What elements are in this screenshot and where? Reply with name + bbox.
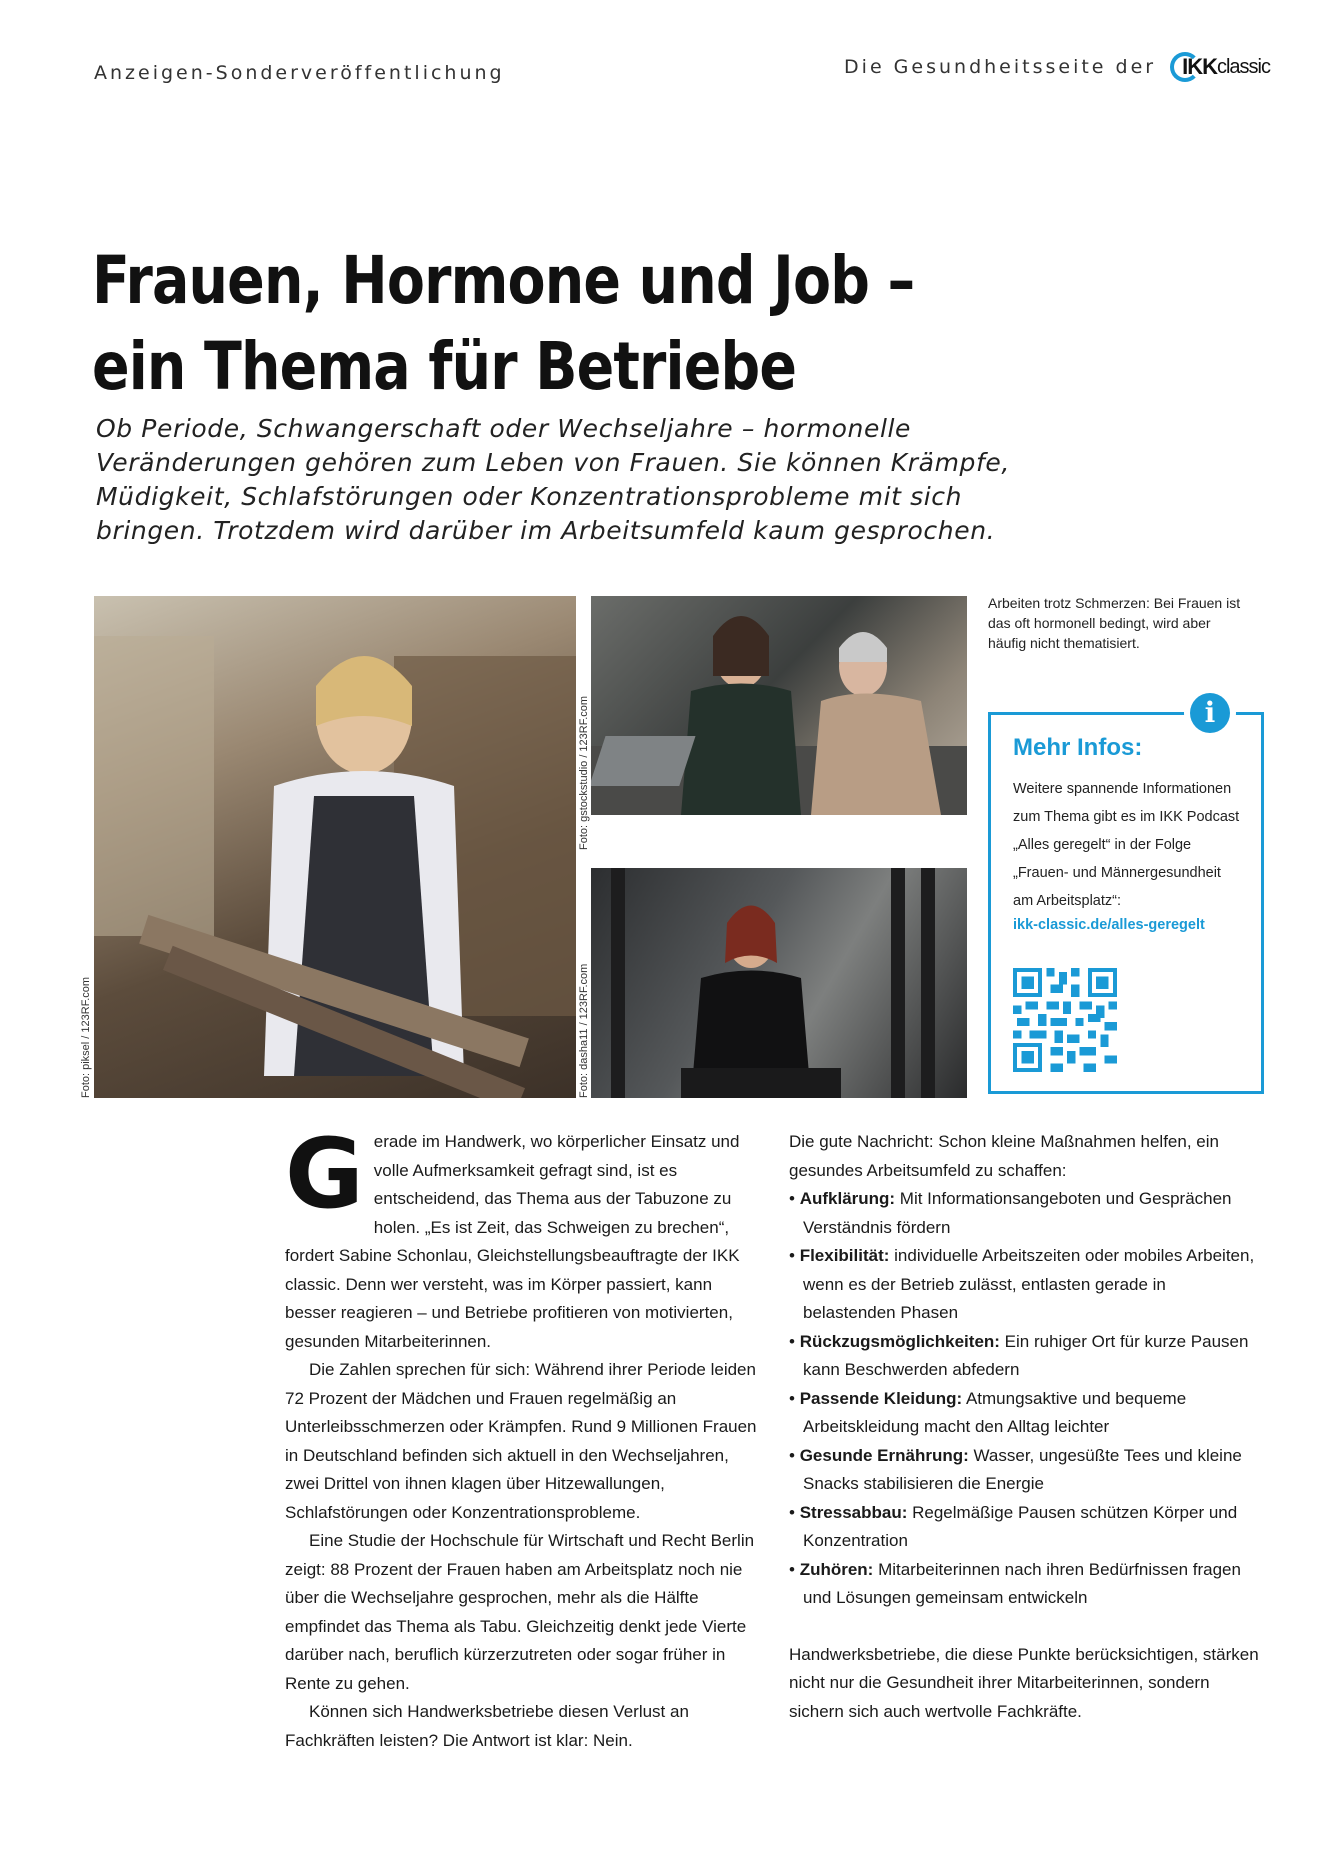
podcast-link[interactable]: ikk-classic.de/alles-geregelt (1013, 917, 1205, 933)
drop-cap: G (285, 1118, 364, 1230)
salon-illustration (591, 868, 967, 1098)
photo-woman-salon (591, 868, 967, 1098)
list-item: • Aufklärung: Mit Informationsangeboten und Gesprächen Verständnis fördern (789, 1185, 1259, 1242)
list-item: • Passende Kleidung: Atmungsaktive und bequeme Arbeitskleidung macht den Alltag leichter (789, 1385, 1259, 1442)
photo-credit-salon: Foto: dasha11 / 123RF.com (578, 963, 590, 1098)
article-body-right (789, 1128, 1259, 1726)
photo-caption: Arbeiten trotz Schmerzen: Bei Frauen ist das oft hormonell bedingt, wird aber häufig nicht thematisiert. (988, 595, 1241, 651)
info-icon: i (1190, 693, 1230, 733)
office-illustration (591, 596, 967, 815)
list-item: • Rückzugsmöglichkeiten: Ein ruhiger Ort für kurze Pausen kann Beschwerden abfedern (789, 1328, 1259, 1385)
carpenter-illustration (94, 596, 576, 1098)
logo-classic-text: classic (1216, 55, 1270, 78)
title-line-1: Frauen, Hormone und Job – (92, 242, 915, 319)
body-paragraph-2: Die Zahlen sprechen für sich: Während ihrer Periode leiden 72 Prozent der Mädchen und Frauen regelmäßig an Unterleibsschmerzen oder Krämpfen. Rund 9 Millionen Frauen in Deutschland befinden sich aktuell in den Wechseljahren, zwei Drittel von ihnen klagen über Hitzewallungen, Schlafstörungen oder Konzentrationsprobleme. (285, 1360, 757, 1522)
list-item: • Stressabbau: Regelmäßige Pausen schützen Körper und Konzentration (789, 1499, 1259, 1556)
article-body-left (285, 1118, 761, 1755)
title-line-2: ein Thema für Betriebe (92, 328, 797, 405)
list-item: • Flexibilität: individuelle Arbeitszeiten oder mobiles Arbeiten, wenn es der Betrieb zulässt, entlasten gerade in belastenden Phasen (789, 1242, 1259, 1328)
list-item: • Gesunde Ernährung: Wasser, ungesüßte Tees und kleine Snacks stabilisieren die Energie (789, 1442, 1259, 1499)
article-lead: Ob Periode, Schwangerschaft oder Wechseljahre – hormonelle Veränderungen gehören zum Leben von Frauen. Sie können Krämpfe, Müdigkeit, Schlafstörungen oder Konzentrationsprobleme mit sich bringen. Trotzdem wird darüber im Arbeitsumfeld kaum gesprochen. (96, 414, 1010, 545)
article-title (92, 238, 932, 410)
logo-ikk-text: IKK (1182, 54, 1217, 79)
section-label: Anzeigen-Sonderveröffentlichung (94, 62, 505, 84)
list-item: • Zuhören: Mitarbeiterinnen nach ihren Bedürfnissen fragen und Lösungen gemeinsam entwickeln (789, 1556, 1259, 1613)
info-box-text: Weitere spannende Informationen zum Thema gibt es im IKK Podcast „Alles geregelt“ in der Folge „Frauen- und Männergesundheit am Arbeitsplatz“: (1013, 781, 1240, 909)
measures-list (789, 1185, 1259, 1613)
body-paragraph-3: Eine Studie der Hochschule für Wirtschaft und Recht Berlin zeigt: 88 Prozent der Frauen haben am Arbeitsplatz noch nie über die Wechseljahre gesprochen, mehr als die Hälfte empfindet das Thema als Tabu. Gleichzeitig denkt jede Vierte darüber nach, beruflich kürzerzutreten oder sogar früher in Rente zu gehen. (285, 1531, 755, 1693)
header-tagline: Die Gesundheitsseite der (844, 56, 1157, 78)
measures-intro: Die gute Nachricht: Schon kleine Maßnahmen helfen, ein gesundes Arbeitsumfeld zu schaffen: (789, 1132, 1219, 1180)
ikk-classic-logo (1170, 52, 1270, 82)
photo-credit-carpenter: Foto: piksel / 123RF.com (80, 976, 92, 1098)
body-paragraph-4: Können sich Handwerksbetriebe diesen Verlust an Fachkräften leisten? Die Antwort ist klar: Nein. (285, 1702, 689, 1750)
body-paragraph-1: erade im Handwerk, wo körperlicher Einsatz und volle Aufmerksamkeit gefragt sind, ist es entscheidend, das Thema aus der Tabuzone zu holen. „Es ist Zeit, das Schweigen zu brechen“, fordert Sabine Schonlau, Gleichstellungsbeauftragte der IKK classic. Denn wer versteht, was im Körper passiert, kann besser reagieren – und Betriebe profitieren von motivierten, gesunden Mitarbeiterinnen. (285, 1132, 740, 1351)
photo-woman-carpenter (94, 596, 576, 1098)
photo-women-office (591, 596, 967, 815)
photo-credit-office: Foto: gstockstudio / 123RF.com (578, 695, 590, 850)
header-brand (844, 52, 1270, 82)
qr-code-icon[interactable] (1013, 968, 1117, 1072)
info-box-title: Mehr Infos: (1013, 734, 1143, 761)
closing-paragraph: Handwerksbetriebe, die diese Punkte berücksichtigen, stärken nicht nur die Gesundheit ihrer Mitarbeiterinnen, sondern sichern sich auch wertvolle Fachkräfte. (789, 1644, 1259, 1721)
